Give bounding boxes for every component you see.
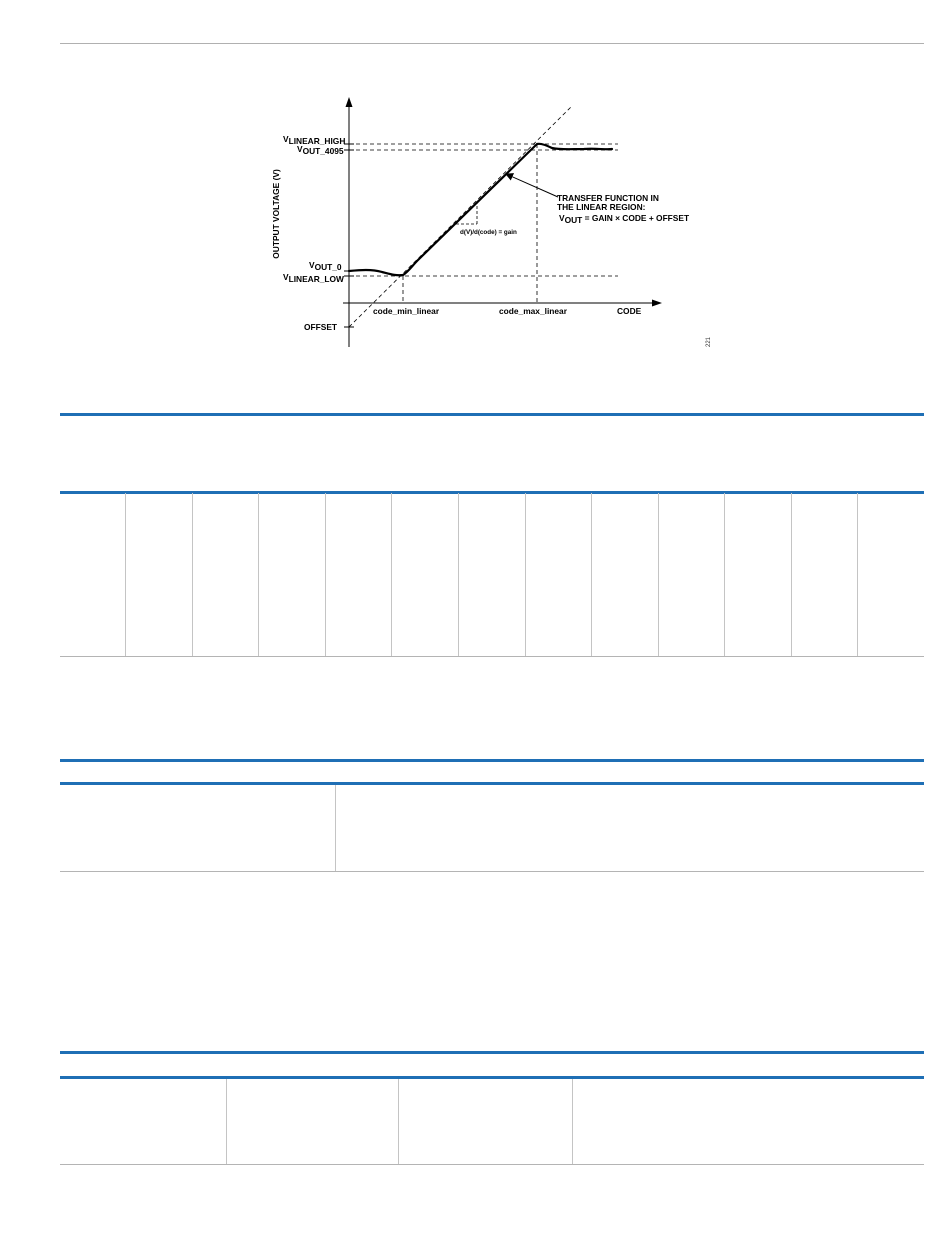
label-slope: d(V)/d(code) = gain [460,229,517,236]
table-1-col-divider [125,493,126,656]
table-1-col-divider [791,493,792,656]
label-vlinear-low: VLINEAR_LOW [283,272,344,284]
table-3-col-divider [398,1079,399,1165]
table-1-bottom-rule [60,656,924,657]
table-1-col-divider [591,493,592,656]
callout-equation: VOUT = GAIN × CODE + OFFSET [559,213,690,225]
table-2 [60,759,924,873]
table-1-col-divider [325,493,326,656]
table-1 [60,413,924,659]
table-2-top-rule [60,759,924,762]
figure-id: 221 [706,336,712,347]
table-1-header-rule [60,491,924,494]
label-offset: OFFSET [304,322,338,332]
table-1-top-rule [60,413,924,416]
table-3-header-rule [60,1076,924,1079]
callout-arrow [506,174,558,197]
transfer-function-figure [0,0,950,400]
table-2-col-divider [335,785,336,871]
x-axis-arrow [652,300,662,307]
label-code-max: code_max_linear [499,306,567,316]
table-1-col-divider [258,493,259,656]
table-3-col-divider [226,1079,227,1165]
y-axis-title: OUTPUT VOLTAGE (V) [271,169,281,259]
transfer-function-plot [0,0,950,400]
label-vlinear-high: VLINEAR_HIGH [283,134,346,146]
table-1-col-divider [192,493,193,656]
y-axis-arrow [346,97,353,107]
linear-extrapolation [349,106,572,327]
table-3 [60,1051,924,1167]
label-vout-0: VOUT_0 [309,260,342,272]
table-1-col-divider [658,493,659,656]
table-1-col-divider [391,493,392,656]
callout-line-2: THE LINEAR REGION: [557,202,646,212]
table-2-header-rule [60,782,924,785]
table-1-col-divider [458,493,459,656]
label-vout-4095: VOUT_4095 [297,144,344,156]
table-3-col-divider [572,1079,573,1165]
table-1-col-divider [724,493,725,656]
table-1-col-divider [525,493,526,656]
table-1-col-divider [857,493,858,656]
callout-line-1: TRANSFER FUNCTION IN [557,193,659,203]
table-3-bottom-rule [60,1164,924,1165]
x-axis-title: CODE [617,306,642,316]
table-2-bottom-rule [60,871,924,872]
table-3-top-rule [60,1051,924,1054]
label-code-min: code_min_linear [373,306,440,316]
